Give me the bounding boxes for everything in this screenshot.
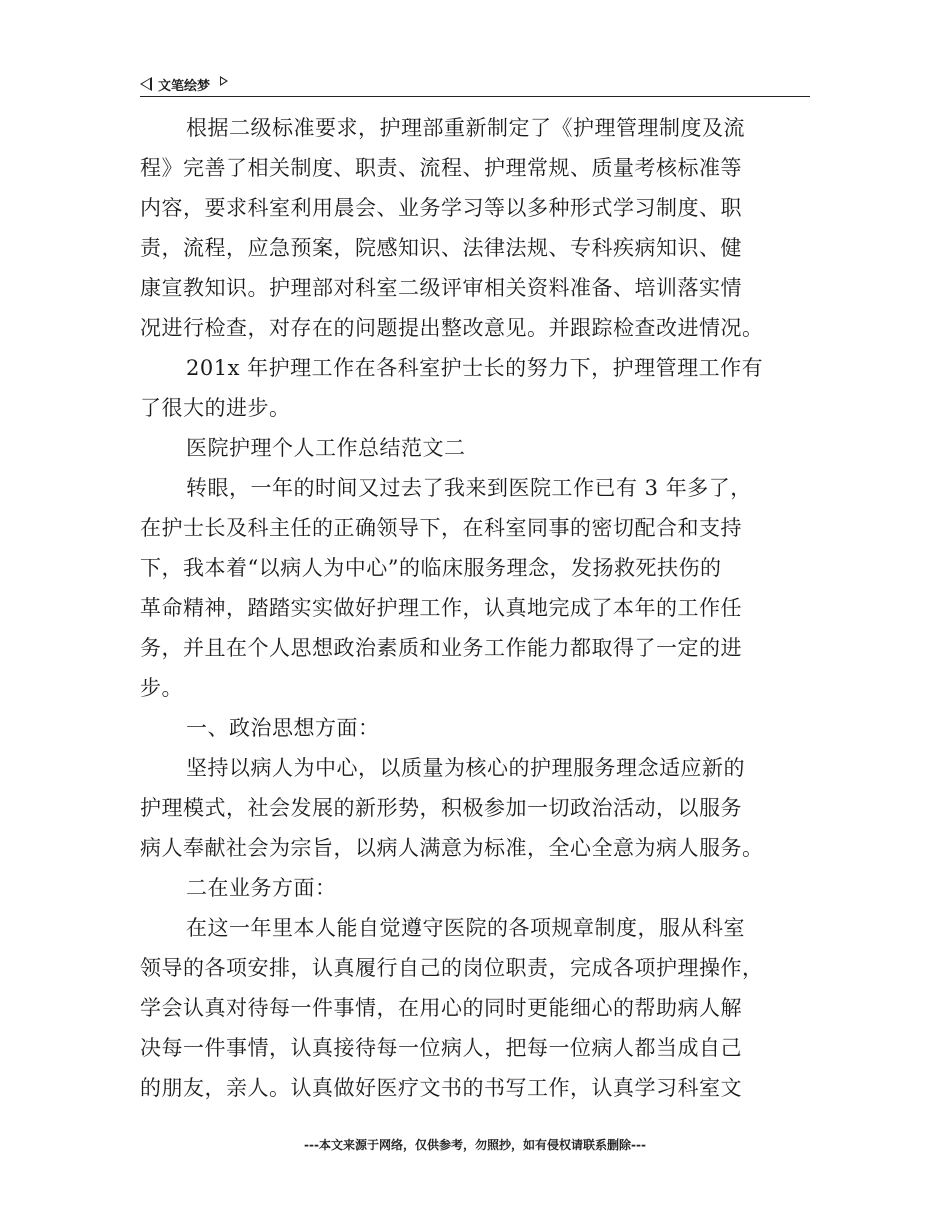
document-body — [140, 108, 810, 1108]
text-line: 康宣教知识。护理部对科室二级评审相关资料准备、培训落实情 — [140, 276, 742, 300]
text-line: 在这一年里本人能自觉遵守医院的各项规章制度，服从科室 — [186, 916, 745, 940]
text-line: 根据二级标准要求，护理部重新制定了《护理管理制度及流 — [186, 116, 745, 140]
text-line: 坚持以病人为中心，以质量为核心的护理服务理念适应新的 — [186, 756, 745, 780]
page-header — [140, 72, 810, 97]
text-line: 病人奉献社会为宗旨，以病人满意为标准，全心全意为病人服务。 — [140, 836, 764, 860]
text-line: 的朋友，亲人。认真做好医疗文书的书写工作，认真学习科室文 — [140, 1076, 742, 1100]
triangle-left-icon — [140, 77, 152, 91]
text-line: 转眼，一年的时间又过去了我来到医院工作已有 3 年多了， — [186, 476, 752, 500]
text-line: 务，并且在个人思想政治素质和业务工作能力都取得了一定的进 — [140, 636, 742, 660]
text-line: 201x 年护理工作在各科室护士长的努力下，护理管理工作有 — [186, 356, 764, 380]
triangle-right-icon — [220, 76, 228, 86]
text-line: 领导的各项安排，认真履行自己的岗位职责，完成各项护理操作， — [140, 956, 764, 980]
text-line: 医院护理个人工作总结范文二 — [186, 436, 466, 460]
text-line: 二在业务方面： — [186, 876, 337, 900]
text-line: 革命精神，踏踏实实做好护理工作，认真地完成了本年的工作任 — [140, 596, 742, 620]
text-line: 责，流程，应急预案，院感知识、法律法规、专科疾病知识、健 — [140, 236, 742, 260]
text-line: 决每一件事情，认真接待每一位病人，把每一位病人都当成自己 — [140, 1036, 742, 1060]
text-line: 况进行检查，对存在的问题提出整改意见。并跟踪检查改进情况。 — [140, 316, 764, 340]
text-line: 了很大的进步。 — [140, 396, 291, 420]
text-line: 一、政治思想方面： — [186, 716, 380, 740]
text-line: 程》完善了相关制度、职责、流程、护理常规、质量考核标准等 — [140, 156, 742, 180]
text-line: 在护士长及科主任的正确领导下，在科室同事的密切配合和支持 — [140, 516, 742, 540]
page-footer: ---本文来源于网络，仅供参考，勿照抄，如有侵权请联系删除--- — [304, 1138, 646, 1152]
text-line: 下，我本着“以病人为中心”的临床服务理念，发扬救死扶伤的 — [140, 556, 722, 580]
text-line: 步。 — [140, 676, 183, 700]
text-line: 护理模式，社会发展的新形势，积极参加一切政治活动，以服务 — [140, 796, 742, 820]
text-line: 学会认真对待每一件事情，在用心的同时更能细心的帮助病人解 — [140, 996, 742, 1020]
header-brand: 文笔绘梦 — [158, 78, 211, 94]
text-line: 内容，要求科室利用晨会、业务学习等以多种形式学习制度、职 — [140, 196, 742, 220]
